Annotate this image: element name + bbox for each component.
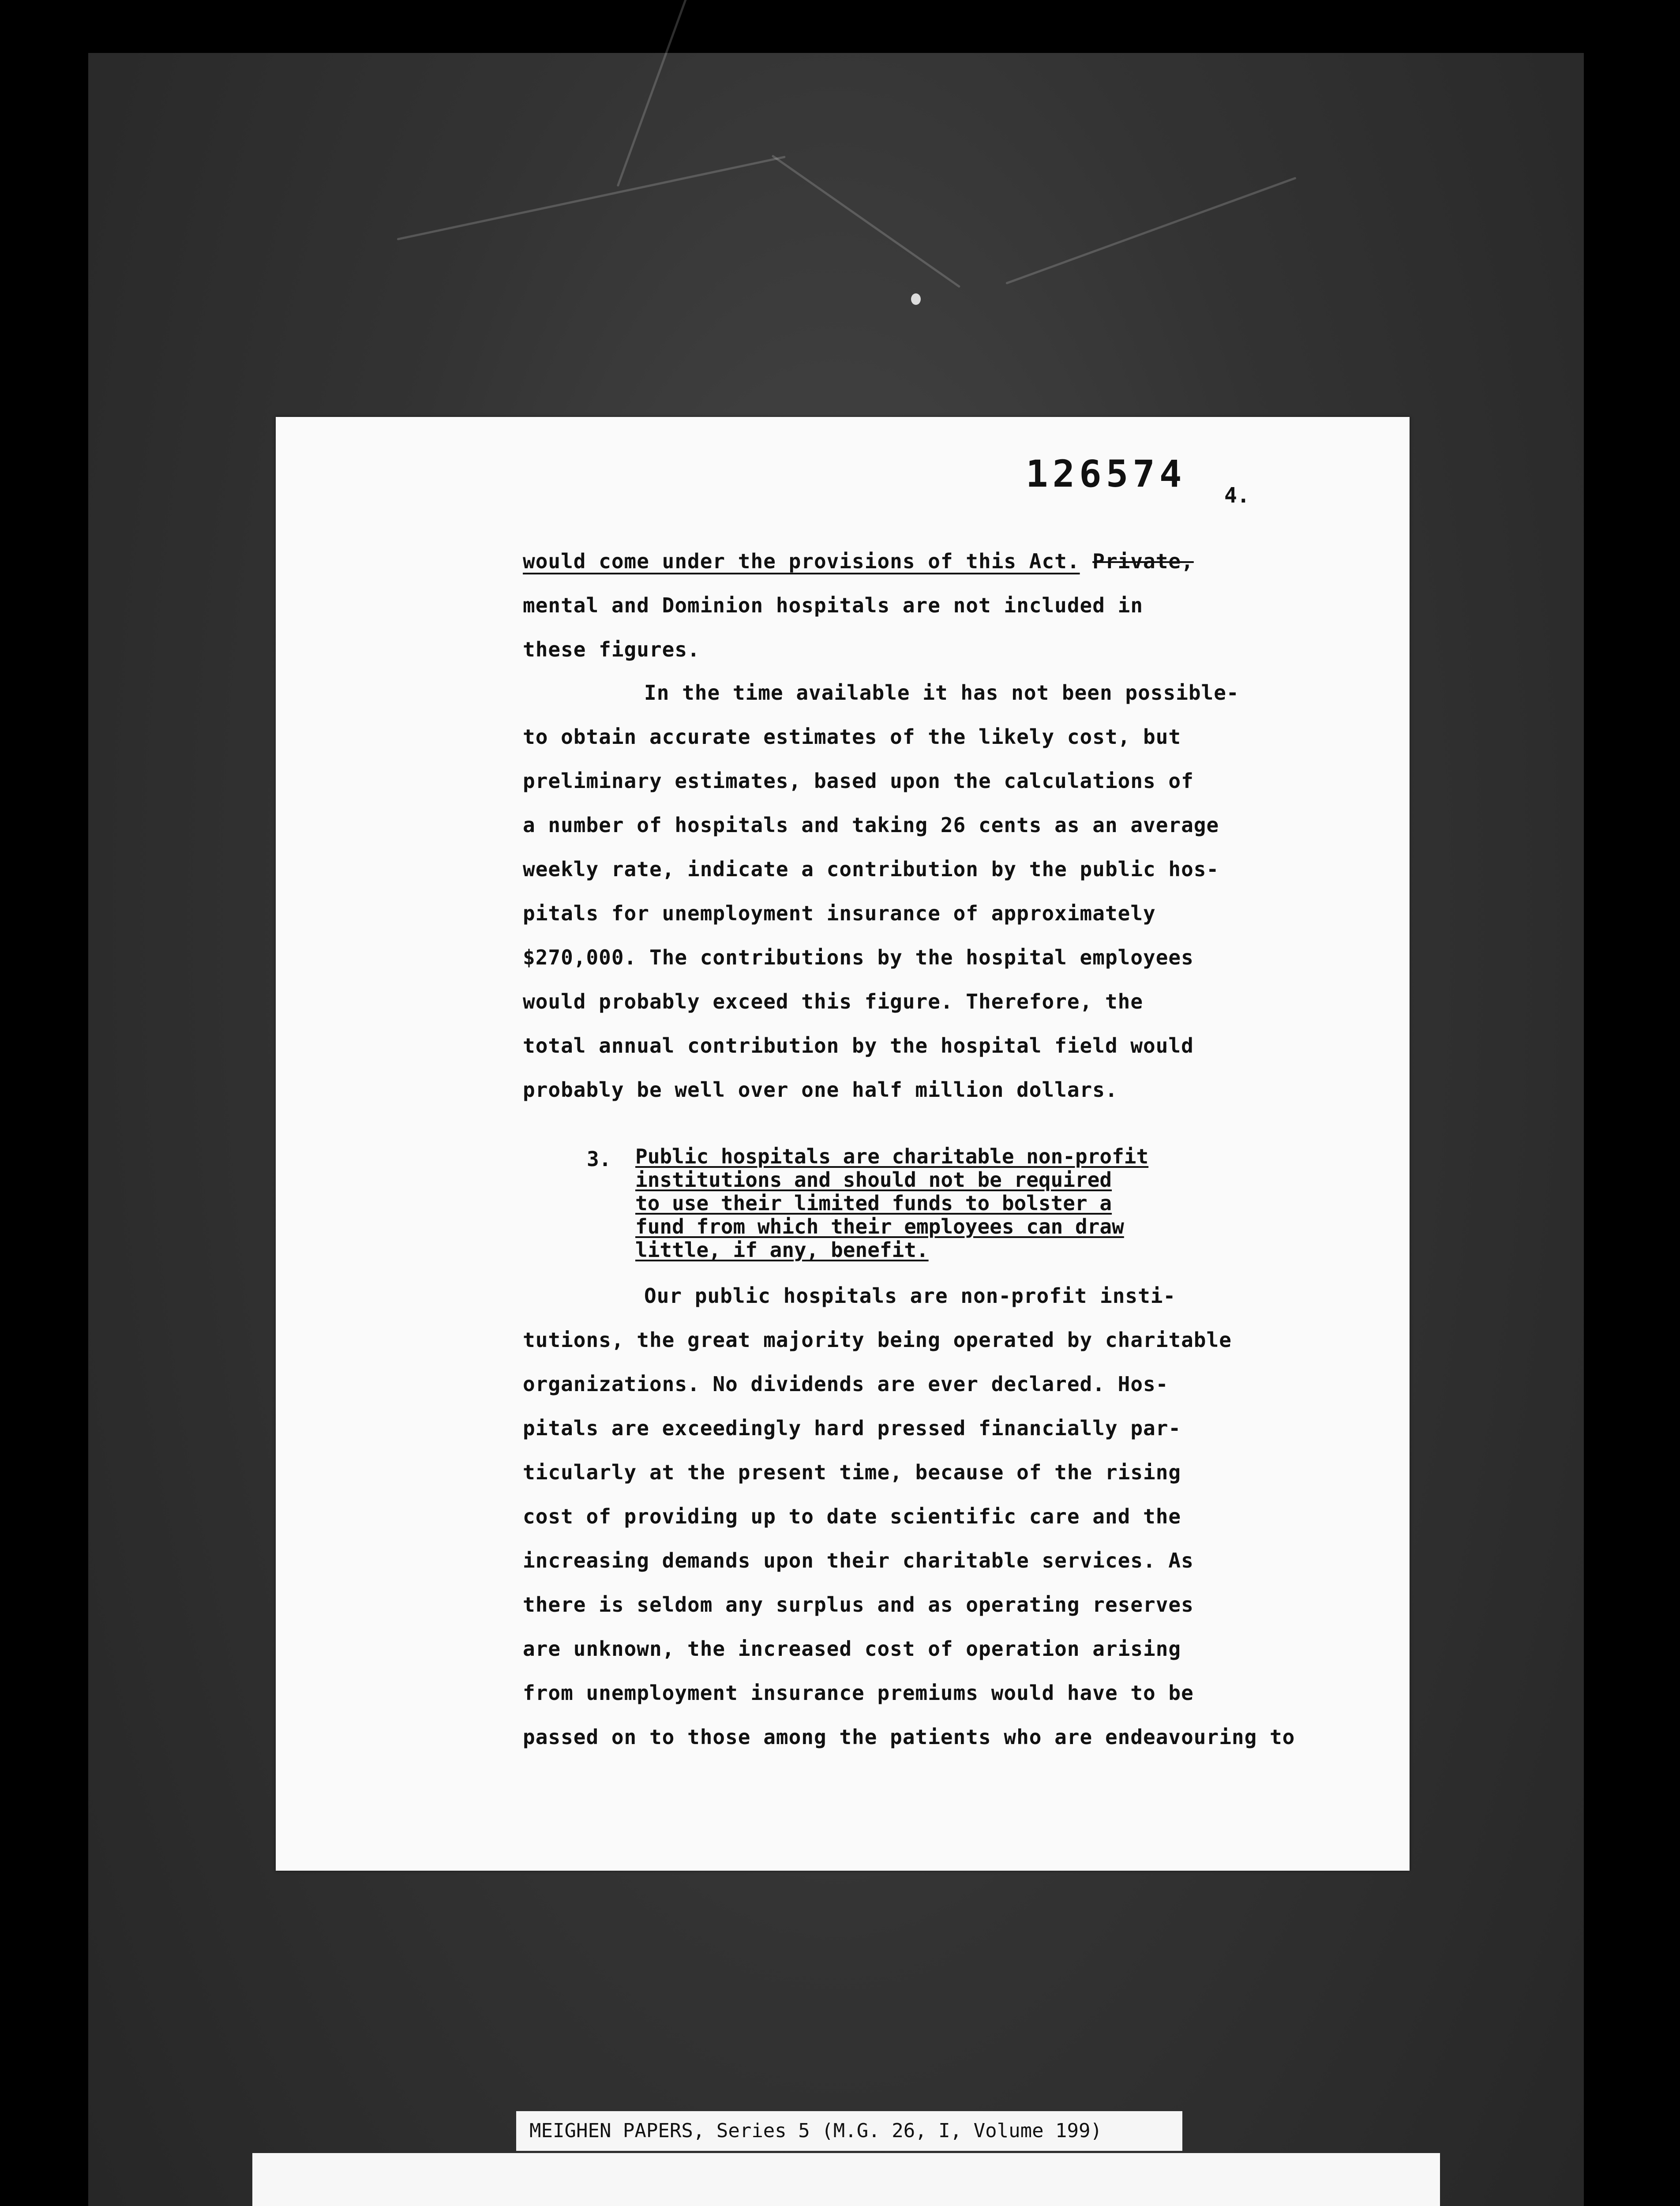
film-scratch <box>772 154 961 288</box>
struck-text: Private, <box>1092 549 1194 573</box>
text-line: Our public hospitals are non-profit insti- <box>644 1284 1176 1308</box>
heading-line: to use their limited funds to bolster a <box>635 1191 1112 1215</box>
text-line: In the time available it has not been possible- <box>644 681 1239 705</box>
text-line: $270,000. The contributions by the hospital employees <box>523 945 1194 969</box>
film-scratch <box>1005 177 1296 285</box>
text-line: tutions, the great majority being operated by charitable <box>523 1328 1232 1352</box>
heading-line: little, if any, benefit. <box>635 1238 929 1262</box>
archives-card <box>252 2153 1440 2206</box>
document-number-stamp: 126574 <box>1026 452 1186 495</box>
text-line: passed on to those among the patients who are endeavouring to <box>523 1725 1295 1749</box>
typed-document-page <box>276 417 1410 1871</box>
text-line: mental and Dominion hospitals are not included in <box>523 593 1144 617</box>
text-line <box>523 549 1194 573</box>
text-line: from unemployment insurance premiums would have to be <box>523 1681 1194 1705</box>
text-line: preliminary estimates, based upon the calculations of <box>523 769 1194 793</box>
film-scratch <box>397 156 785 240</box>
page-number: 4. <box>1224 483 1250 508</box>
dust-speck <box>911 293 921 305</box>
text-line: weekly rate, indicate a contribution by the public hos- <box>523 857 1219 881</box>
film-scratch <box>617 0 709 187</box>
text-line: total annual contribution by the hospital field would <box>523 1034 1194 1058</box>
text-line: these figures. <box>523 638 700 661</box>
text-line: organizations. No dividends are ever declared. Hos- <box>523 1372 1169 1396</box>
text-line: would probably exceed this figure. Therefore, the <box>523 990 1144 1013</box>
heading-line: institutions and should not be required <box>635 1168 1112 1192</box>
text-line: cost of providing up to date scientific care and the <box>523 1504 1181 1528</box>
heading-line: Public hospitals are charitable non-profit <box>635 1144 1149 1168</box>
text-line: a number of hospitals and taking 26 cents as an average <box>523 813 1219 837</box>
heading-line: fund from which their employees can draw <box>635 1215 1124 1238</box>
text-line: there is seldom any surplus and as operating reserves <box>523 1593 1194 1617</box>
section-number: 3. <box>587 1147 611 1171</box>
text-line: ticularly at the present time, because of the rising <box>523 1460 1181 1484</box>
text-line: probably be well over one half million dollars. <box>523 1078 1118 1102</box>
text-line: are unknown, the increased cost of operation arising <box>523 1637 1181 1661</box>
text-line: pitals are exceedingly hard pressed financially par- <box>523 1416 1181 1440</box>
text-line: increasing demands upon their charitable services. As <box>523 1549 1194 1572</box>
section-heading <box>635 1145 1148 1262</box>
text-line: to obtain accurate estimates of the likely cost, but <box>523 725 1181 749</box>
text-line: pitals for unemployment insurance of approximately <box>523 901 1156 925</box>
series-label: MEIGHEN PAPERS, Series 5 (M.G. 26, I, Volume 199) <box>516 2111 1182 2151</box>
underlined-text: would come under the provisions of this Act. <box>523 549 1080 573</box>
